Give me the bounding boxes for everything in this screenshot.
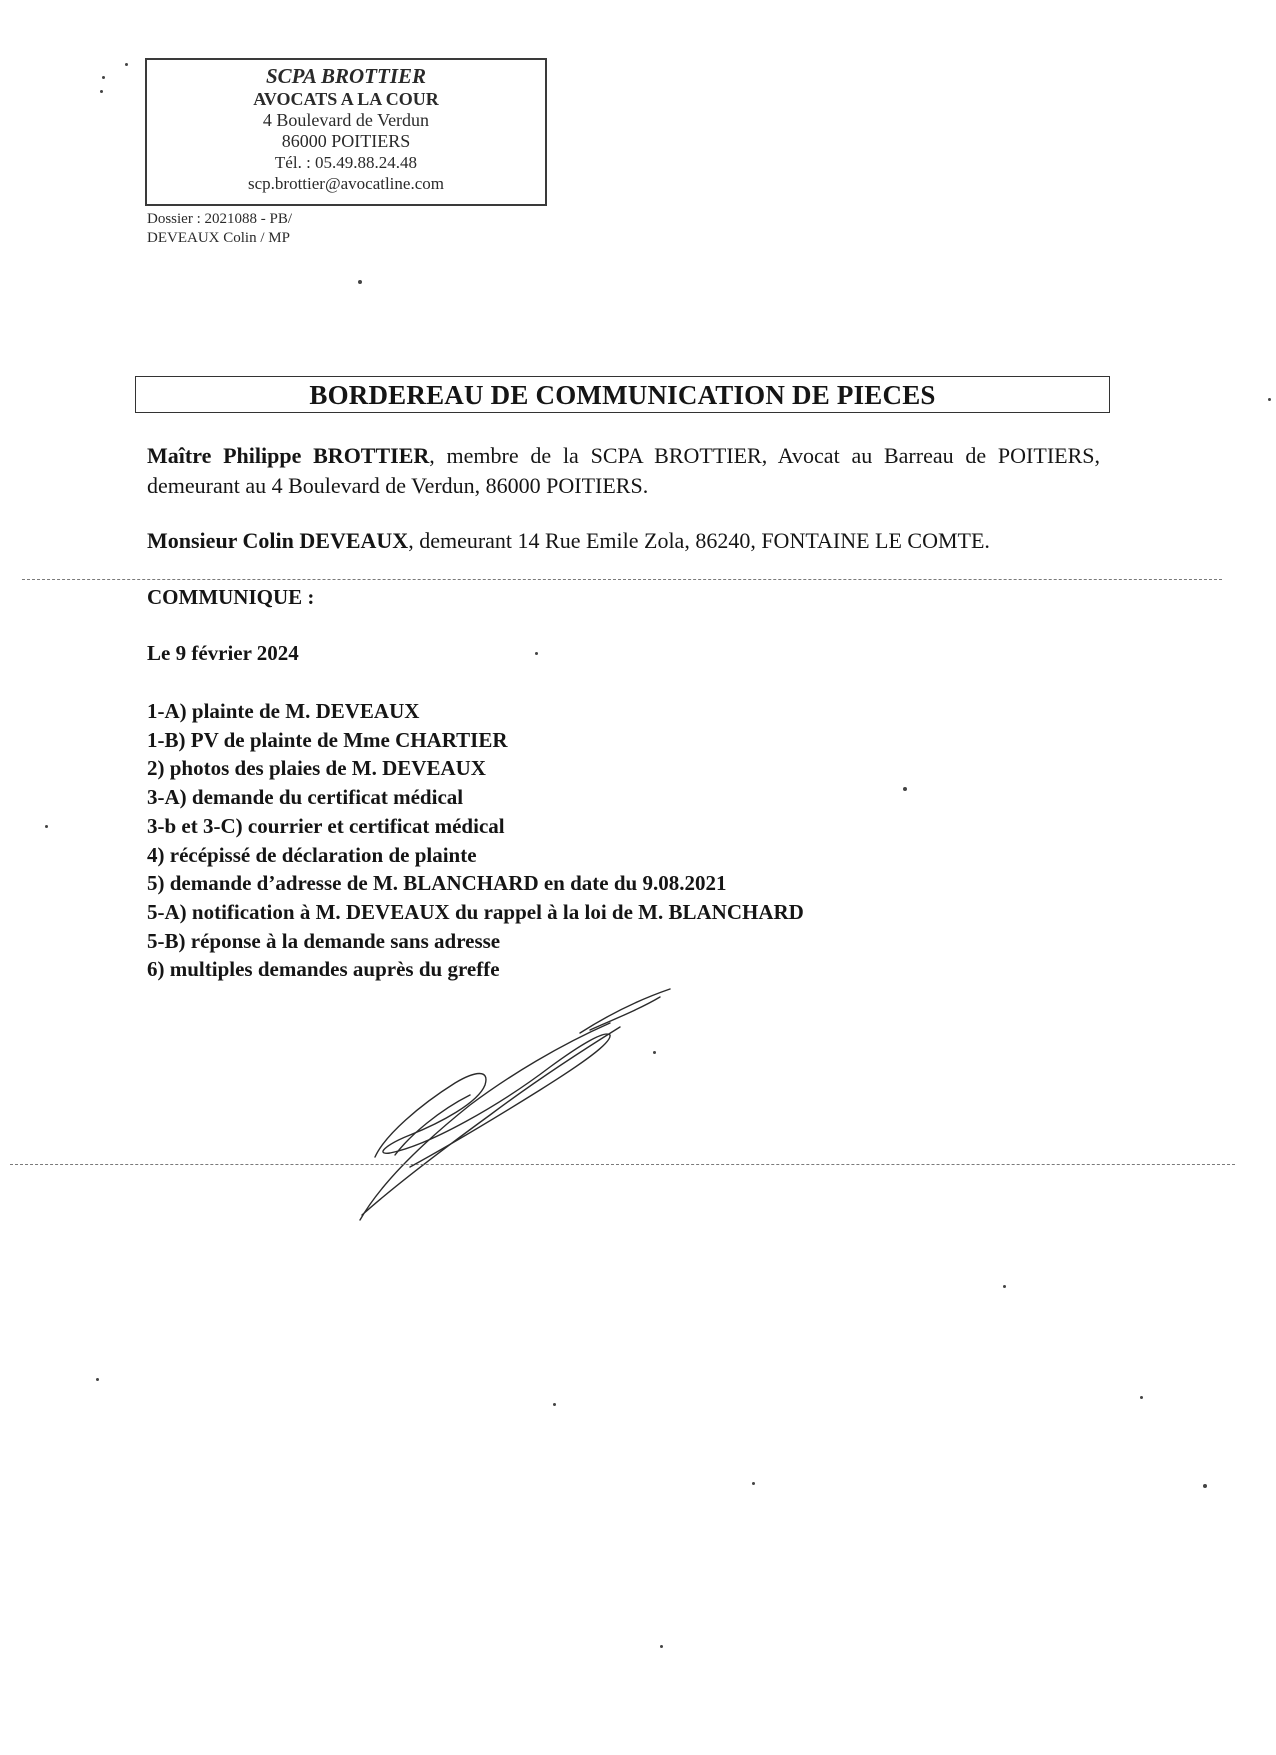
- scan-speck: [553, 1403, 556, 1406]
- letterhead-stamp: [145, 58, 547, 206]
- scan-speck: [45, 825, 48, 828]
- dossier-reference: [147, 210, 292, 248]
- handwritten-signature: [340, 985, 700, 1225]
- list-item: 3-b et 3-C) courrier et certificat médical: [147, 813, 505, 838]
- scan-speck: [535, 652, 538, 655]
- communication-date: Le 9 février 2024: [147, 641, 299, 665]
- scan-speck: [102, 76, 105, 79]
- firm-email: scp.brottier@avocatline.com: [248, 174, 444, 193]
- list-item: 4) récépissé de déclaration de plainte: [147, 842, 477, 867]
- dossier-line2: DEVEAUX Colin / MP: [147, 230, 290, 246]
- list-item: 1-B) PV de plainte de Mme CHARTIER: [147, 727, 508, 752]
- scan-speck: [1203, 1484, 1207, 1488]
- scan-speck: [100, 90, 103, 93]
- firm-phone: Tél. : 05.49.88.24.48: [274, 153, 418, 172]
- scan-speck: [96, 1378, 99, 1381]
- pieces-list: [147, 697, 804, 984]
- client-description: , demeurant 14 Rue Emile Zola, 86240, FONTAINE LE COMTE.: [408, 528, 990, 553]
- firm-name: SCPA BROTTIER: [265, 64, 427, 88]
- lawyer-description: , membre de la SCPA BROTTIER, Avocat au Barreau de POITIERS, demeurant au 4 Boulevard de Verdun, 86000 POITIERS.: [147, 443, 1100, 498]
- list-item: 5-A) notification à M. DEVEAUX du rappel à la loi de M. BLANCHARD: [147, 899, 804, 924]
- scan-speck: [1268, 398, 1271, 401]
- dossier-line1: Dossier : 2021088 - PB/: [147, 211, 293, 227]
- firm-address-line1: 4 Boulevard de Verdun: [262, 110, 430, 130]
- communique-label: COMMUNIQUE :: [147, 585, 315, 609]
- scan-speck: [660, 1645, 663, 1648]
- list-item: 5-B) réponse à la demande sans adresse: [147, 928, 501, 953]
- firm-subtitle: AVOCATS A LA COUR: [253, 89, 439, 109]
- scan-speck: [1140, 1396, 1143, 1399]
- client-paragraph: [147, 526, 1100, 556]
- lawyer-paragraph: [147, 441, 1100, 501]
- list-item: 6) multiples demandes auprès du greffe: [147, 957, 500, 982]
- list-item: 5) demande d’adresse de M. BLANCHARD en date du 9.08.2021: [147, 871, 727, 896]
- fold-line-top: [22, 579, 1222, 580]
- lawyer-name: Maître Philippe BROTTIER: [147, 443, 430, 468]
- list-item: 3-A) demande du certificat médical: [147, 785, 464, 810]
- fold-line-bottom: [10, 1164, 1235, 1165]
- list-item: 1-A) plainte de M. DEVEAUX: [147, 699, 420, 723]
- scan-speck: [358, 280, 362, 284]
- scan-speck: [752, 1482, 755, 1485]
- scan-speck: [1003, 1285, 1006, 1288]
- scan-speck: [903, 787, 907, 791]
- firm-address-line2: 86000 POITIERS: [281, 131, 411, 151]
- document-title: BORDEREAU DE COMMUNICATION DE PIECES: [135, 376, 1110, 413]
- scan-speck: [125, 63, 128, 66]
- client-name: Monsieur Colin DEVEAUX: [147, 528, 409, 553]
- list-item: 2) photos des plaies de M. DEVEAUX: [147, 756, 486, 781]
- scan-speck: [653, 1051, 656, 1054]
